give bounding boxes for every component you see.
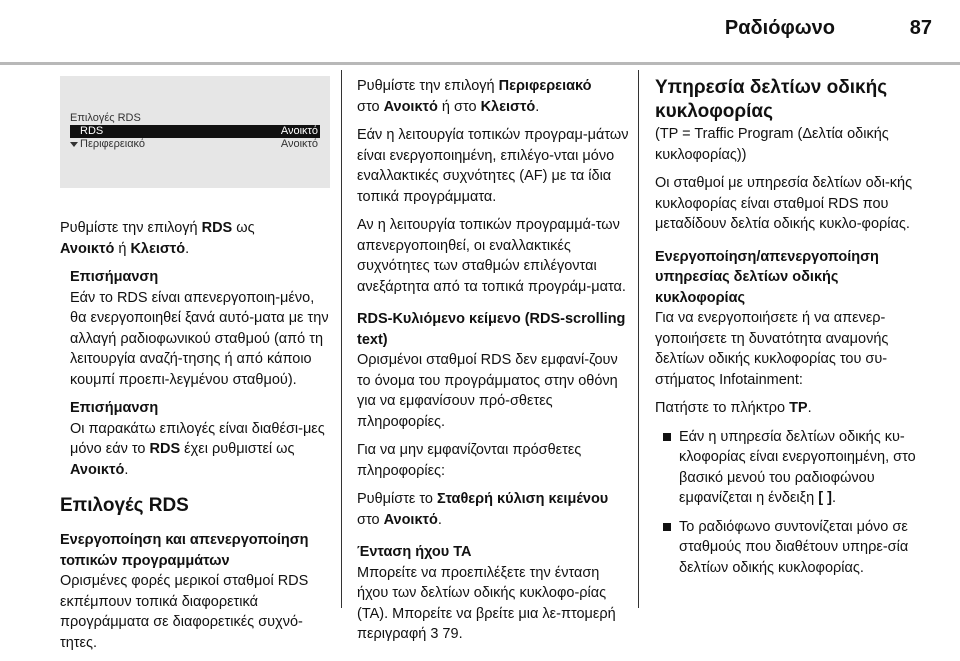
paragraph: Πατήστε το πλήκτρο TP. (655, 400, 812, 416)
note-title: Επισήμανση (70, 400, 159, 416)
section-heading: Επιλογές RDS (60, 495, 189, 516)
note-1 (60, 267, 332, 390)
paragraph: Εάν η λειτουργία τοπικών προγραμ-μάτων είναι ενεργοποιημένη, επιλέγο-νται μόνο εναλλακτικές συχνότητες (AF) με τα ίδια τοπικά προγράμματα. (357, 127, 629, 205)
paragraph: Ρυθμίστε το Σταθερή κύλιση κειμένου στο Ανοικτό. (357, 491, 609, 528)
column-1 (60, 76, 332, 661)
screen-row-value: Ανοικτό (280, 125, 318, 137)
paragraph: Αν η λειτουργία τοπικών προγραμμά-των απενεργοποιηθεί, οι εναλλακτικές συχνότητες των σταθμών επιλέγονται ανεξάρτητα από τα τοπικά προγράμ-ματα. (357, 217, 626, 295)
paragraph: Ορισμένες φορές μερικοί σταθμοί RDS εκπέμπουν τοπικά διαφορετικά προγράμματα σε διαφορετικές συχνό-τητες. (60, 573, 309, 651)
section-heading: Υπηρεσία δελτίων οδικής κυκλοφορίας (655, 77, 888, 122)
paragraph: Ορισμένοι σταθμοί RDS δεν εμφανί-ζουν το όνομα του προγράμματος στην οθόνη για να εμφανίσουν πρό-σθετες πληροφορίες. (357, 352, 618, 430)
column-2 (357, 76, 629, 653)
note-text: Εάν το RDS είναι απενεργοποιη-μένο, θα ενεργοποιηθεί ξανά αυτό-ματα με την αλλαγή ραδιοφωνικού σταθμού (από τη λειτουργία αναζή-τησης ή από κάποιο κουμπί προεπι-λεγμένου σταθμού). (70, 289, 329, 388)
note-2 (60, 398, 332, 480)
column-3 (655, 76, 930, 586)
paragraph: Για να ενεργοποιήσετε ή να απενερ-γοποιήσετε τη δυνατότητα αναμονής δελτίων οδικής κυκλοφορίας του συ-στήματος Infotainment: (655, 310, 889, 388)
page-number: 87 (909, 17, 932, 39)
column-divider-1 (341, 70, 342, 608)
page-header (0, 0, 960, 60)
list-item: Το ραδιόφωνο συντονίζεται μόνο σε σταθμούς που διαθέτουν υπηρε-σία δελτίων οδικής κυκλοφορίας. (655, 517, 930, 579)
subsection-heading: Ένταση ήχου TA (357, 544, 472, 560)
arrow-down-icon (70, 142, 78, 147)
screen-row-rds (70, 125, 320, 138)
screen-row-value: Ανοικτό (280, 138, 318, 150)
paragraph: Για να μην εμφανίζονται πρόσθετες πληροφορίες: (357, 442, 582, 479)
header-rule (0, 62, 960, 65)
note-text: Οι παρακάτω επιλογές είναι διαθέσι-μες μόνο εάν το RDS έχει ρυθμιστεί ως Ανοικτό. (70, 420, 325, 478)
screen-header: Επιλογές RDS (70, 112, 141, 124)
section-title: Ραδιόφωνο (724, 17, 835, 39)
paragraph: Μπορείτε να προεπιλέξετε την ένταση ήχου των δελτίων οδικής κυκλοφο-ρίας (TA). Μπορείτε να βρείτε μια λε-πτομερή περιγραφή 3 79. (357, 564, 616, 642)
paragraph: Ρυθμίστε την επιλογή Περιφερειακό στο Ανοικτό ή στο Κλειστό. (357, 78, 592, 115)
subsection-heading: Ενεργοποίηση και απενεργοποίηση τοπικών προγραμμάτων (60, 532, 309, 569)
subsection-heading: Ενεργοποίηση/απενεργοποίηση υπηρεσίας δελτίων οδικής κυκλοφορίας (655, 248, 879, 306)
paragraph: Οι σταθμοί με υπηρεσία δελτίων οδι-κής κυκλοφορίας είναι σταθμοί RDS που μεταδίδουν δελτία οδικής κυκλο-φορίας. (655, 175, 913, 232)
screen-row-label: RDS (80, 125, 104, 137)
paragraph: Ρυθμίστε την επιλογή RDS ως Ανοικτό ή Κλειστό. (60, 220, 255, 257)
paragraph: (TP = Traffic Program (Δελτία οδικής κυκλοφορίας)) (655, 126, 889, 163)
note-title: Επισήμανση (70, 269, 159, 285)
reference-arrow-icon: 3 (430, 626, 439, 642)
screen-row-label: Περιφερειακό (80, 138, 146, 150)
subsection-heading: RDS-Κυλιόμενο κείμενο (RDS-scrolling text) (357, 311, 626, 348)
screen-row-regional (70, 138, 320, 151)
column-divider-2 (638, 70, 639, 608)
list-item: Εάν η υπηρεσία δελτίων οδικής κυ-κλοφορίας είναι ενεργοποιημένη, στο βασικό μενού του ραδιοφώνου εμφανίζεται η ένδειξη [ ]. (655, 427, 930, 509)
display-screenshot (60, 76, 330, 188)
